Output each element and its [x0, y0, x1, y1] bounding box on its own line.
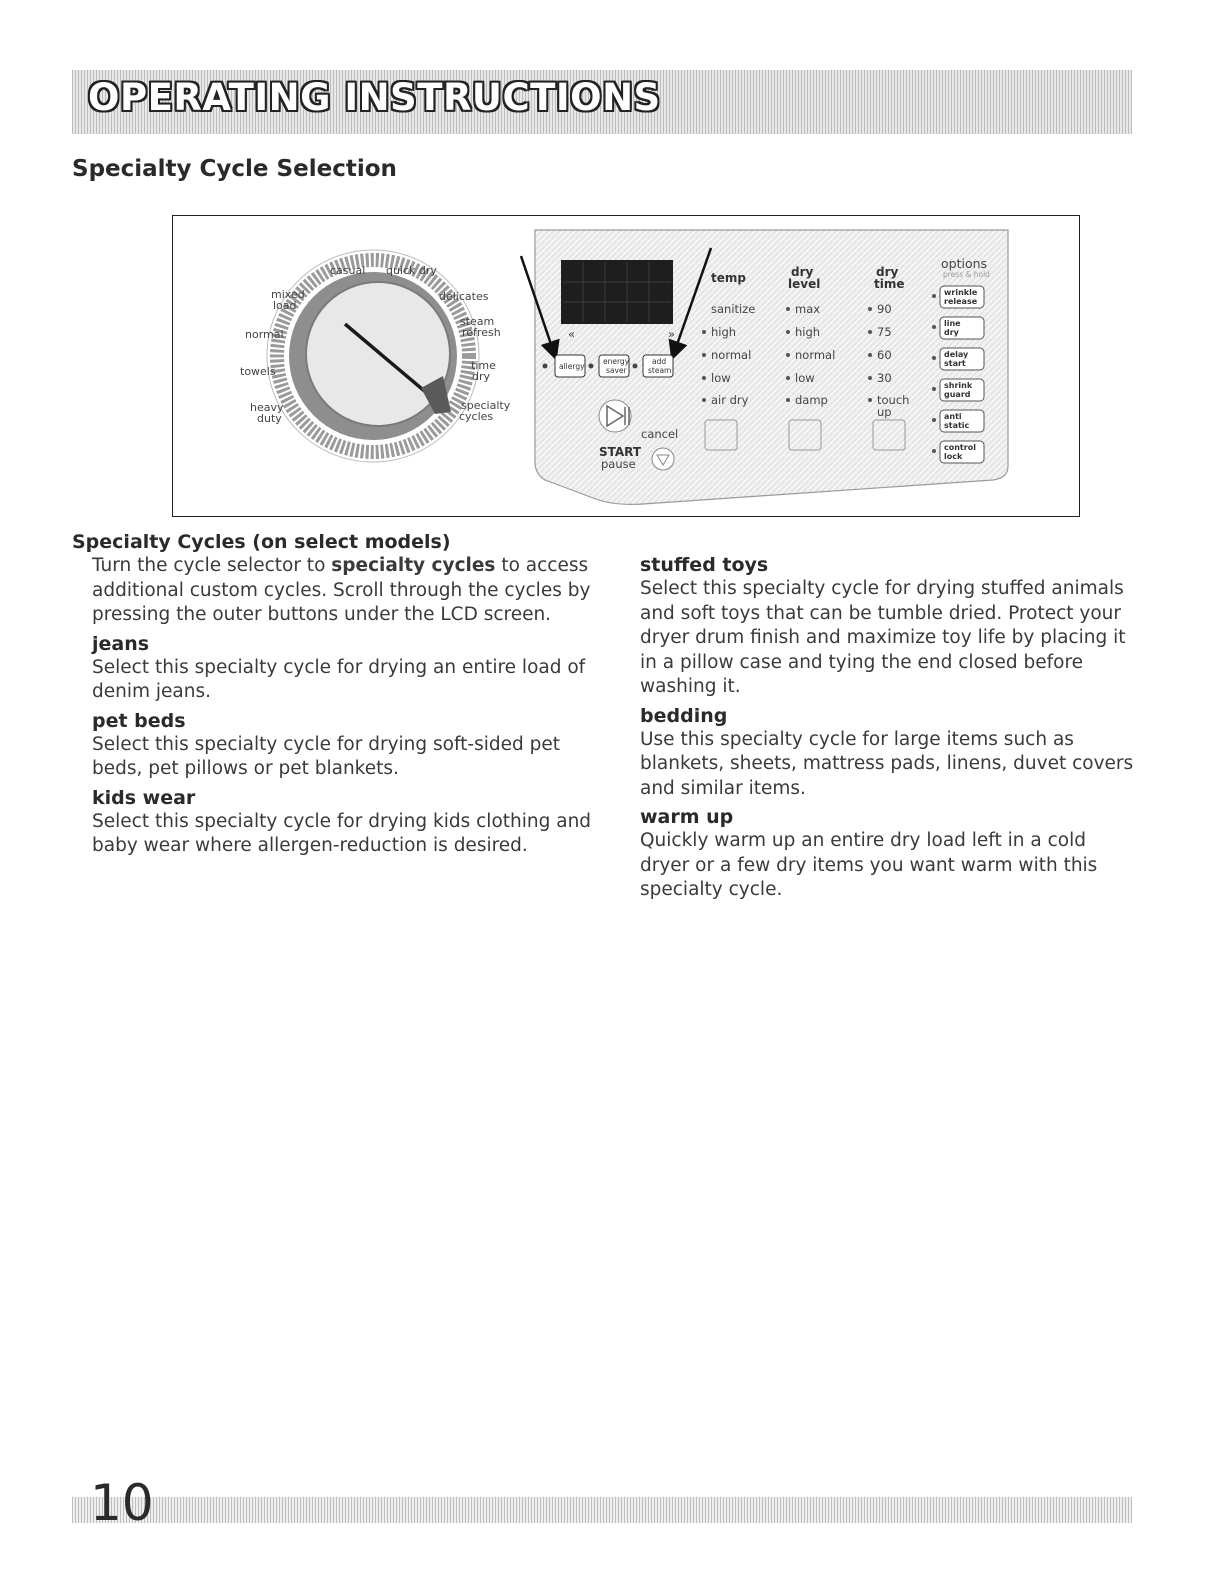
dry-level-option[interactable]: max: [795, 302, 821, 316]
page-number: 10: [90, 1474, 154, 1532]
specialty-cycles-emphasis: specialty cycles: [331, 555, 496, 576]
header-bar: [72, 70, 1132, 134]
specialty-cycles-heading: Specialty Cycles (on select models): [72, 531, 451, 553]
svg-text:energy: energy: [603, 357, 630, 366]
dial-label-cycles: cycles: [459, 410, 494, 423]
dry-time-option[interactable]: 60: [877, 348, 892, 362]
svg-text:dry: dry: [944, 328, 959, 337]
dry-time-option-touch-up[interactable]: up: [877, 405, 892, 419]
dial-label-dry: dry: [472, 370, 491, 383]
cycle-title-kids-wear: kids wear: [92, 786, 196, 809]
svg-text:allergy: allergy: [559, 362, 585, 371]
option-wrinkle-release-button[interactable]: [932, 286, 984, 308]
svg-text:steam: steam: [648, 366, 672, 375]
temp-header: temp: [711, 271, 746, 285]
intro-paragraph: Turn the cycle selector to specialty cycles to access additional custom cycles. Scroll through the cycles by pressing the outer buttons under the LCD screen.: [92, 555, 591, 625]
dry-level-option[interactable]: damp: [795, 393, 828, 407]
cycle-text-kids-wear: Select this specialty cycle for drying kids clothing and baby wear where allergen-reduction is desired.: [92, 810, 592, 856]
cycle-title-jeans: jeans: [92, 632, 150, 655]
dial-label-mixed: mixed: [271, 288, 305, 301]
start-pause-button[interactable]: [599, 400, 631, 432]
dial-label-delicates: delicates: [439, 290, 489, 303]
control-panel-illustration: [173, 216, 1080, 517]
right-column: [640, 553, 1140, 903]
svg-text:static: static: [944, 421, 970, 430]
svg-text:control: control: [944, 443, 976, 452]
dry-time-option[interactable]: 90: [877, 302, 892, 316]
dial-label-heavy: heavy: [250, 401, 284, 414]
dial-label-quick-dry: quick dry: [386, 264, 437, 277]
svg-text:lock: lock: [944, 452, 963, 461]
dial-label-duty: duty: [257, 412, 282, 425]
cycle-title-warm-up: warm up: [640, 806, 734, 828]
temp-option[interactable]: normal: [711, 348, 752, 362]
scroll-right-icon: »: [668, 327, 676, 341]
option-delay-start-button[interactable]: [932, 348, 984, 370]
svg-text:shrink: shrink: [944, 381, 973, 390]
scroll-left-icon: «: [568, 327, 576, 341]
dry-level-header-2: level: [788, 277, 821, 291]
temp-option[interactable]: high: [711, 325, 737, 339]
dial-label-load: load: [273, 299, 297, 312]
cycle-text-jeans: Select this specialty cycle for drying an entire load of denim jeans.: [92, 656, 586, 702]
svg-text:anti: anti: [944, 412, 962, 421]
cycle-text-stuffed-toys: Select this specialty cycle for drying stuffed animals and soft toys that can be tumble dried. Protect your dryer drum finish and maximize toy life by placing it in a pillow case and tying the end closed before washing it.: [640, 578, 1126, 697]
cycle-title-pet-beds: pet beds: [92, 709, 186, 732]
dry-time-option[interactable]: 30: [877, 371, 892, 385]
dry-time-header-2: time: [874, 277, 905, 291]
svg-text:release: release: [944, 297, 978, 306]
option-control-lock-button[interactable]: [932, 441, 984, 463]
options-subheader: press & hold: [943, 270, 990, 279]
svg-text:start: start: [944, 359, 966, 368]
pause-label: pause: [601, 457, 636, 471]
dial-label-time: time: [471, 359, 496, 372]
dial-label-specialty: specialty: [461, 399, 511, 412]
cycle-selector-dial: [267, 250, 479, 462]
lcd-screen: [561, 260, 673, 324]
dry-time-header-1: dry: [876, 265, 899, 279]
option-anti-static-button[interactable]: [932, 410, 984, 432]
dial-label-refresh: refresh: [462, 326, 501, 339]
dry-level-header-1: dry: [791, 265, 814, 279]
dry-level-option[interactable]: high: [795, 325, 821, 339]
temp-option[interactable]: sanitize: [711, 302, 756, 316]
cycle-text-pet-beds: Select this specialty cycle for drying soft-sided pet beds, pet pillows or pet blankets.: [92, 733, 561, 779]
cycle-text-bedding: Use this specialty cycle for large items such as blankets, sheets, mattress pads, linens, duvet covers and similar items.: [640, 728, 1134, 799]
dial-label-towels: towels: [240, 365, 276, 378]
dry-time-option[interactable]: 75: [877, 325, 892, 339]
option-shrink-guard-button[interactable]: [932, 379, 984, 401]
svg-text:guard: guard: [944, 390, 971, 399]
cycle-title-stuffed-toys: stuffed toys: [640, 554, 769, 576]
section-title: Specialty Cycle Selection: [72, 156, 397, 182]
svg-text:delay: delay: [944, 350, 969, 359]
svg-text:line: line: [944, 319, 961, 328]
option-line-dry-button[interactable]: [932, 317, 984, 339]
svg-text:add: add: [652, 357, 667, 366]
cycle-title-bedding: bedding: [640, 704, 728, 727]
temp-option[interactable]: air dry: [711, 393, 749, 407]
start-label: START: [599, 445, 642, 459]
dry-time-option[interactable]: touch: [877, 393, 910, 407]
options-header: options: [941, 256, 988, 271]
cancel-button[interactable]: [652, 448, 674, 470]
dial-label-casual: casual: [330, 264, 366, 277]
left-column: [72, 530, 592, 859]
cancel-label: cancel: [641, 427, 679, 441]
temp-option[interactable]: low: [711, 371, 731, 385]
dial-label-steam: steam: [460, 315, 495, 328]
page-header-title: OPERATING INSTRUCTIONS: [88, 76, 661, 119]
control-panel-diagram: [172, 215, 1080, 517]
svg-text:wrinkle: wrinkle: [944, 288, 978, 297]
dry-level-option[interactable]: low: [795, 371, 815, 385]
cycle-text-warm-up: Quickly warm up an entire dry load left in a cold dryer or a few dry items you want warm with this specialty cycle.: [640, 830, 1098, 900]
footer-bar: [72, 1497, 1132, 1523]
dry-level-option[interactable]: normal: [795, 348, 836, 362]
svg-text:saver: saver: [606, 366, 627, 375]
dial-label-normal: normal: [245, 328, 284, 341]
